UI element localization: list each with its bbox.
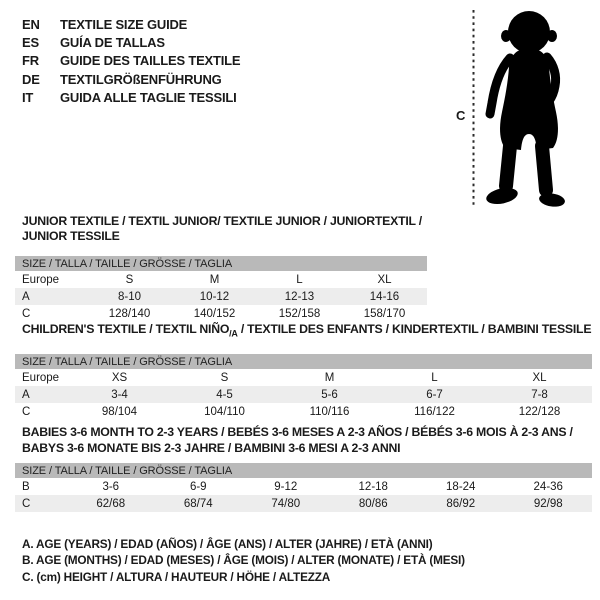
table-cell: 7-8	[487, 386, 592, 403]
table-cell: L	[431, 371, 438, 384]
table-row	[15, 271, 427, 288]
title-line: BABYS 3-6 MONATE BIS 2-3 JAHRE / BAMBINI 3-6 MESI A 2-3 ANNI	[22, 441, 401, 455]
size-header-text: SIZE / TALLA / TAILLE / GRÖSSE / TAGLIA	[15, 256, 427, 271]
size-header-text: SIZE / TALLA / TAILLE / GRÖSSE / TAGLIA	[15, 354, 592, 369]
guide-title: GUIDE DES TAILLES TEXTILE	[60, 53, 241, 69]
row-label: Europe	[22, 273, 60, 286]
language-title-list	[22, 15, 240, 107]
language-code: ES	[22, 35, 39, 51]
language-code: FR	[22, 53, 39, 69]
section-title	[22, 322, 592, 341]
table-cell: 110/116	[309, 405, 350, 418]
table-cell: 3-6	[102, 480, 120, 493]
size-header-bar	[15, 463, 592, 478]
table-row	[15, 403, 592, 420]
footnote-a: A. AGE (YEARS) / EDAD (AÑOS) / ÂGE (ANS) / ALTER (JAHRE) / ETÀ (ANNI)	[22, 537, 433, 551]
table-row	[15, 495, 592, 512]
height-measure-label: C	[456, 108, 466, 123]
row-label: C	[22, 405, 31, 418]
table-cell: 14-16	[342, 288, 427, 305]
baby-silhouette-icon	[484, 8, 574, 208]
table-cell: M	[209, 273, 220, 286]
title-subscript: /A	[229, 328, 238, 339]
table-cell: XS	[111, 371, 128, 384]
table-cell: 116/122	[414, 405, 455, 418]
title-part: CHILDREN'S TEXTILE / TEXTIL NIÑO	[22, 322, 230, 336]
row-label: A	[15, 288, 87, 305]
guide-title: GUÍA DE TALLAS	[60, 35, 165, 51]
table-cell: 10-12	[172, 288, 257, 305]
table-cell: 152/158	[278, 307, 321, 320]
language-row	[22, 70, 240, 88]
section-childrens-textile	[15, 322, 592, 420]
table-cell: 140/152	[193, 307, 236, 320]
table-cell: 9-12	[274, 480, 298, 493]
table-cell: 122/128	[518, 405, 561, 418]
language-row	[22, 52, 240, 70]
table-cell: L	[296, 273, 303, 286]
table-cell: 80/86	[330, 495, 418, 512]
babies-size-table	[15, 463, 592, 512]
guide-title: TEXTILE SIZE GUIDE	[60, 16, 188, 32]
row-label: C	[15, 495, 67, 512]
guide-title: GUIDA ALLE TAGLIE TESSILI	[60, 90, 237, 106]
table-cell: 3-4	[67, 386, 172, 403]
table-cell: 128/140	[108, 307, 151, 320]
table-cell: 6-7	[382, 386, 487, 403]
junior-size-table	[15, 256, 427, 322]
table-row	[15, 369, 592, 386]
table-cell: 8-10	[87, 288, 172, 305]
section-title: JUNIOR TEXTILE / TEXTIL JUNIOR/ TEXTILE JUNIOR / JUNIORTEXTIL / JUNIOR TESSILE	[22, 214, 422, 243]
size-header-bar	[15, 256, 427, 271]
table-cell: S	[220, 371, 229, 384]
language-row	[22, 89, 240, 107]
table-cell: 6-9	[189, 480, 207, 493]
footnote-b: B. AGE (MONTHS) / EDAD (MESES) / ÂGE (MOIS) / ALTER (MONATE) / ETÀ (MESI)	[22, 553, 465, 568]
table-cell: 74/80	[242, 495, 330, 512]
language-code: DE	[22, 71, 40, 87]
table-row	[15, 305, 427, 322]
table-cell: 12-13	[257, 288, 342, 305]
language-row	[22, 33, 240, 51]
table-cell: S	[125, 273, 134, 286]
guide-title: TEXTILGRÖßENFÜHRUNG	[60, 71, 222, 87]
row-label: C	[22, 307, 31, 320]
table-cell: 104/110	[204, 405, 245, 418]
footnote-legend	[22, 536, 465, 585]
language-code: EN	[22, 16, 40, 32]
row-label: B	[22, 480, 30, 493]
table-row	[15, 386, 592, 403]
table-cell: 68/74	[155, 495, 243, 512]
table-cell: 86/92	[417, 495, 505, 512]
footnote-c: C. (cm) HEIGHT / ALTURA / HAUTEUR / HÖHE / ALTEZZA	[22, 569, 331, 584]
height-measure-figure	[450, 8, 595, 210]
table-cell: XL	[377, 273, 392, 286]
title-part: / TEXTILE DES ENFANTS / KINDERTEXTIL / BAMBINI TESSILE	[237, 322, 592, 336]
section-title	[22, 424, 592, 456]
height-measure-dashed-line	[472, 10, 475, 207]
table-cell: 158/170	[363, 307, 406, 320]
table-cell: 98/104	[101, 405, 138, 418]
table-cell: M	[324, 371, 335, 384]
childrens-size-table	[15, 354, 592, 420]
section-babies-textile	[15, 424, 592, 512]
title-line: BABIES 3-6 MONTH TO 2-3 YEARS / BEBÉS 3-6 MESES A 2-3 AÑOS / BÉBÉS 3-6 MOIS À 2-3 ANS /	[22, 425, 573, 439]
language-code: IT	[22, 90, 34, 106]
size-header-bar	[15, 354, 592, 369]
table-row	[15, 288, 427, 305]
row-label: A	[15, 386, 67, 403]
table-row	[15, 478, 592, 495]
table-cell: 24-36	[533, 480, 563, 493]
table-cell: 92/98	[505, 495, 593, 512]
size-header-text: SIZE / TALLA / TAILLE / GRÖSSE / TAGLIA	[15, 463, 592, 478]
table-cell: 4-5	[172, 386, 277, 403]
section-junior-textile	[15, 214, 427, 322]
row-label: Europe	[22, 371, 60, 384]
table-cell: 62/68	[67, 495, 155, 512]
table-cell: 18-24	[446, 480, 476, 493]
table-cell: 5-6	[277, 386, 382, 403]
table-cell: 12-18	[358, 480, 388, 493]
language-row	[22, 15, 240, 33]
table-cell: XL	[532, 371, 547, 384]
